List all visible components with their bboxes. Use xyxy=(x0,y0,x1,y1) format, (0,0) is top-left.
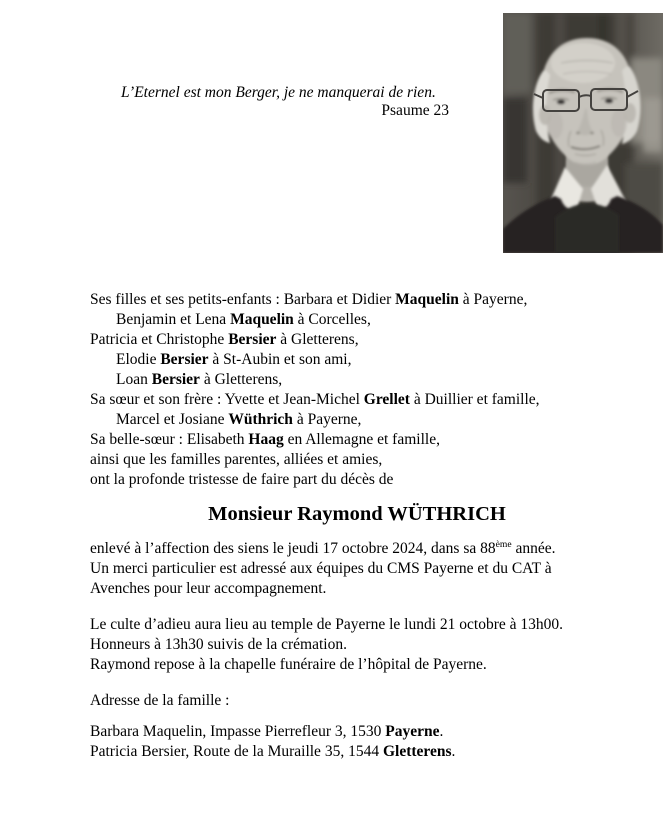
address-line: Barbara Maquelin, Impasse Pierrefleur 3, 1530 Payerne. xyxy=(90,723,444,740)
ceremony-line: Raymond repose à la chapelle funéraire de l’hôpital de Payerne. xyxy=(90,656,487,673)
family-line: Marcel et Josiane Wüthrich à Payerne, xyxy=(116,411,362,428)
family-line: Sa sœur et son frère : Yvette et Jean-Michel Grellet à Duillier et famille, xyxy=(90,391,540,408)
family-addresses xyxy=(90,722,650,762)
ceremony-line: Le culte d’adieu aura lieu au temple de Payerne le lundi 21 octobre à 13h00. xyxy=(90,616,563,633)
death-notice-line: Un merci particulier est adressé aux équipes du CMS Payerne et du CAT à xyxy=(90,560,552,577)
death-notice-line: enlevé à l’affection des siens le jeudi 17 octobre 2024, dans sa 88ème année. xyxy=(90,538,556,557)
ceremony-details xyxy=(90,615,650,675)
family-line: Loan Bersier à Gletterens, xyxy=(116,371,283,388)
quote-source: Psaume 23 xyxy=(381,102,449,119)
family-list xyxy=(90,290,650,490)
family-line: ont la profonde tristesse de faire part du décès de xyxy=(90,471,394,488)
quote-text: L’Eternel est mon Berger, je ne manquerai de rien. xyxy=(121,84,436,101)
address-line: Patricia Bersier, Route de la Muraille 35, 1544 Gletterens. xyxy=(90,743,456,760)
address-label: Adresse de la famille : xyxy=(90,692,230,709)
family-line: Elodie Bersier à St-Aubin et son ami, xyxy=(116,351,352,368)
ceremony-line: Honneurs à 13h30 suivis de la crémation. xyxy=(90,636,347,653)
family-line: Benjamin et Lena Maquelin à Corcelles, xyxy=(116,311,371,328)
family-line: Sa belle-sœur : Elisabeth Haag en Allemagne et famille, xyxy=(90,431,440,448)
death-notice xyxy=(90,539,650,599)
portrait-photo-image xyxy=(503,13,663,253)
family-line: ainsi que les familles parentes, alliées et amies, xyxy=(90,451,383,468)
family-line: Patricia et Christophe Bersier à Gletterens, xyxy=(90,331,359,348)
family-line: Ses filles et ses petits-enfants : Barbara et Didier Maquelin à Payerne, xyxy=(90,291,528,308)
deceased-name-title: Monsieur Raymond WÜTHRICH xyxy=(208,503,506,525)
portrait-photo xyxy=(503,13,663,253)
scripture-quote xyxy=(121,84,459,120)
death-notice-line: Avenches pour leur accompagnement. xyxy=(90,580,327,597)
